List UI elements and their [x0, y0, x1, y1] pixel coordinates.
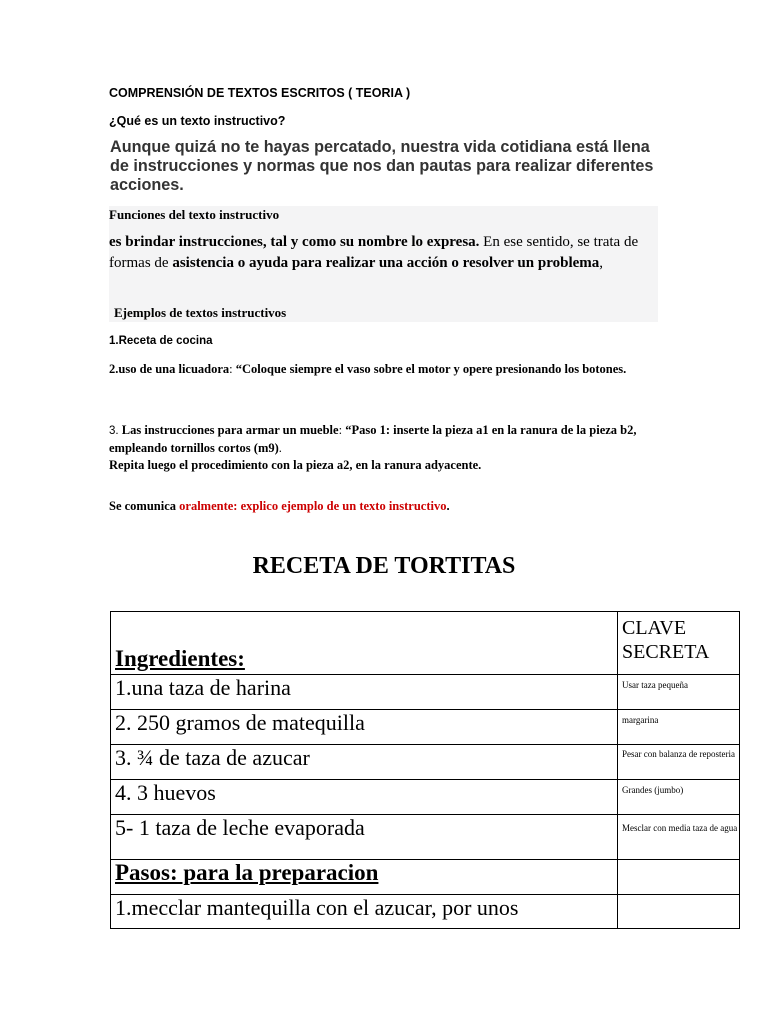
steps-header-cell	[111, 860, 618, 895]
oral-communication-line	[109, 499, 450, 514]
secret-header: CLAVE SECRETA	[622, 617, 710, 663]
secret-note-cell: Mesclar con media taza de agua	[618, 815, 740, 860]
intro-paragraph: Aunque quizá no te hayas percatado, nuestra vida cotidiana está llena de instrucciones y normas que nos dan pautas para realizar diferentes acciones.	[110, 138, 654, 194]
secret-note-cell: Pesar con balanza de reposteria	[618, 745, 740, 780]
oral-suffix: .	[446, 499, 450, 513]
ingredient-cell: 5- 1 taza de leche evaporada	[111, 815, 618, 860]
example-3-dot: .	[278, 441, 282, 455]
oral-prefix: Se comunica	[109, 499, 180, 513]
secret-note-cell: Grandes (jumbo)	[618, 780, 740, 815]
table-row	[111, 780, 740, 815]
recipe-table	[110, 611, 740, 929]
ingredient-cell: 4. 3 huevos	[111, 780, 618, 815]
table-row	[111, 710, 740, 745]
table-row	[111, 895, 740, 929]
table-row	[111, 745, 740, 780]
example-item-2	[109, 361, 657, 378]
recipe-title	[0, 553, 768, 580]
example-item-1: 1.Receta de cocina	[109, 335, 213, 347]
empty-cell	[618, 860, 740, 895]
ingredients-header-cell	[111, 612, 618, 675]
secret-note-cell: margarina	[618, 710, 740, 745]
example-2-text: “Coloque siempre el vaso sobre el motor y opere presionando los botones.	[235, 362, 627, 376]
table-row	[111, 860, 740, 895]
empty-cell	[618, 895, 740, 929]
ingredient-cell: 2. 250 gramos de matequilla	[111, 710, 618, 745]
oral-red-text: oralmente: explico ejemplo de un texto instructivo	[179, 499, 447, 513]
page-heading: COMPRENSIÓN DE TEXTOS ESCRITOS ( TEORIA )	[109, 86, 411, 100]
table-row	[111, 815, 740, 860]
example-3-number: 3.	[109, 425, 122, 437]
step-cell: 1.mecclar mantequilla con el azucar, por unos	[111, 895, 618, 929]
steps-header: Pasos: para la preparacion	[115, 860, 379, 885]
example-3-text: “Paso 1: inserte la pieza a1 en la ranura de la pieza b2, empleando tornillos cortos (m9)	[109, 423, 637, 455]
functions-paragraph	[109, 232, 657, 274]
ingredients-header: Ingredientes:	[115, 646, 245, 671]
table-row	[111, 612, 740, 675]
example-2-label: 2.uso de una licuadora	[109, 362, 230, 376]
example-3-colon: :	[338, 423, 346, 437]
functions-title: Funciones del texto instructivo	[109, 207, 280, 222]
functions-text-4: ,	[599, 255, 604, 271]
functions-bold-1: es brindar instrucciones, tal y como su nombre lo expresa.	[109, 234, 480, 250]
functions-text-2: En ese sentido, se trata de formas de	[109, 234, 639, 271]
examples-title: Ejemplos de textos instructivos	[114, 305, 287, 320]
functions-bold-3: asistencia o ayuda para realizar una acción o resolver un problema	[172, 255, 600, 271]
example-item-3	[109, 422, 657, 474]
example-3-label: Las instrucciones para armar un mueble	[121, 423, 339, 437]
secret-header-cell	[618, 612, 740, 675]
ingredient-cell: 1.una taza de harina	[111, 675, 618, 710]
secret-note-cell: Usar taza pequeña	[618, 675, 740, 710]
question-heading: ¿Qué es un texto instructivo?	[109, 114, 286, 128]
example-2-colon: :	[229, 362, 236, 376]
ingredient-cell: 3. ¾ de taza de azucar	[111, 745, 618, 780]
table-row	[111, 675, 740, 710]
recipe-title-text: RECETA DE TORTITAS	[252, 553, 516, 579]
example-3-line2: Repita luego el procedimiento con la pieza a2, en la ranura adyacente.	[109, 458, 482, 472]
